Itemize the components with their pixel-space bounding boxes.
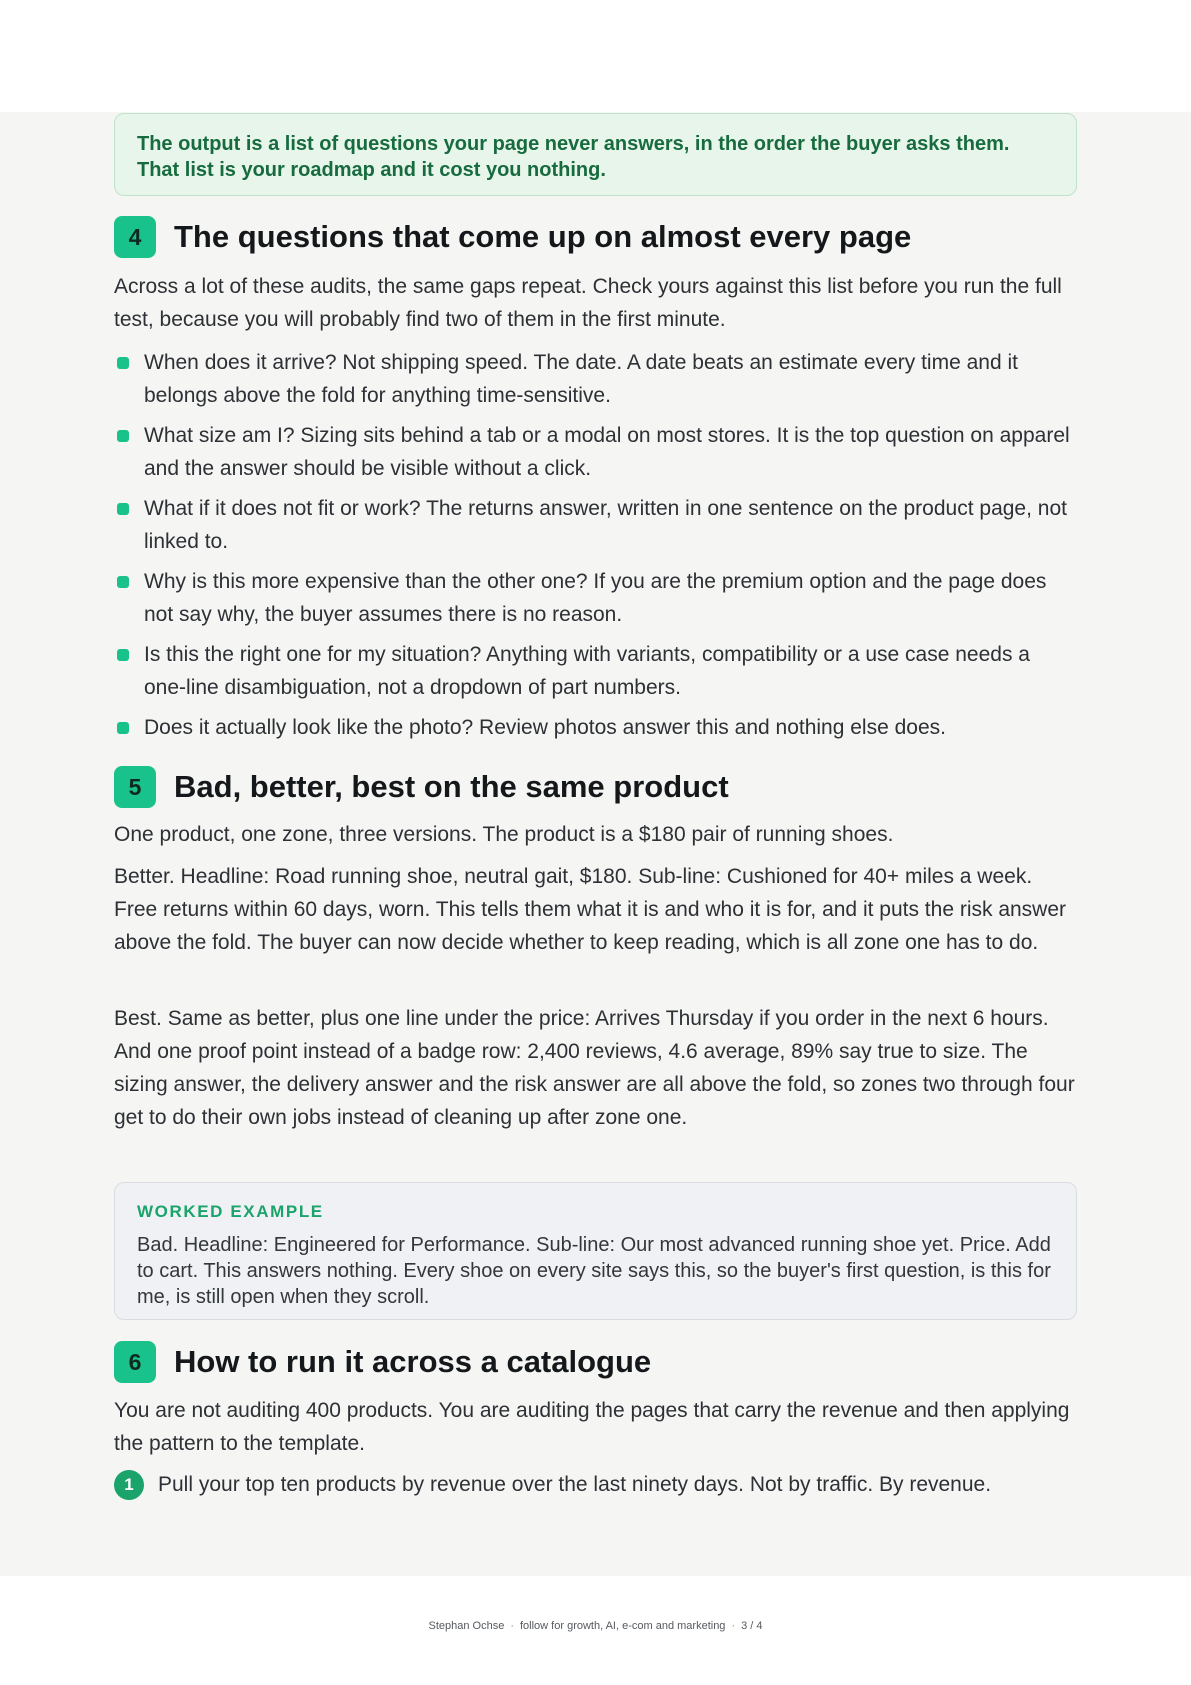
list-item-text: When does it arrive? Not shipping speed. The date. A date beats an estimate every time and it belongs above the fold for anything time-sensitive. (144, 351, 1018, 407)
bullet-square-icon (117, 576, 129, 588)
section-title: Bad, better, best on the same product (174, 769, 729, 804)
section-6-intro: You are not auditing 400 products. You are auditing the pages that carry the revenue and then applying the pattern to the template. (114, 1399, 1070, 1455)
footer-separator: · (731, 1620, 736, 1632)
step-text: Pull your top ten products by revenue over the last ninety days. Not by traffic. By revenue. (158, 1473, 992, 1496)
section-number-badge: 6 (114, 1341, 156, 1383)
better-paragraph: Better. Headline: Road running shoe, neutral gait, $180. Sub-line: Cushioned for 40+ miles a week. Free returns within 60 days, worn. This tells them what it is and who it is for, and it puts the risk answer above the fold. The buyer can now decide whether to keep reading, which is all zone one has to do. (114, 865, 1067, 954)
page-footer (0, 1619, 1191, 1633)
bullet-square-icon (117, 649, 129, 661)
section-6-heading (114, 1341, 1077, 1383)
question-list (114, 346, 1077, 751)
section-number-badge: 5 (114, 766, 156, 808)
bullet-square-icon (117, 503, 129, 515)
list-item (114, 492, 1077, 558)
worked-example-text: Bad. Headline: Engineered for Performance. Sub-line: Our most advanced running shoe yet. Price. Add to cart. This answers nothing. Every shoe on every site says this, so the buyer's first question, is this for me, is still open when they scroll. (137, 1234, 1051, 1308)
section-5-heading (114, 766, 1077, 808)
footer-separator: · (510, 1620, 514, 1632)
page-number: 3 / 4 (741, 1620, 763, 1632)
step-number-badge: 1 (114, 1470, 144, 1500)
list-item-text: Does it actually look like the photo? Review photos answer this and nothing else does. (144, 716, 946, 739)
list-item (114, 419, 1077, 485)
list-item-text: What if it does not fit or work? The returns answer, written in one sentence on the product page, not linked to. (144, 497, 1067, 553)
footer-author: Stephan Ochse (428, 1620, 505, 1632)
bullet-square-icon (117, 357, 129, 369)
callout-box (114, 113, 1077, 196)
worked-example-label: WORKED EXAMPLE (137, 1202, 324, 1221)
list-item (114, 565, 1077, 631)
bullet-square-icon (117, 430, 129, 442)
section-title: The questions that come up on almost every page (174, 219, 912, 254)
section-number-badge: 4 (114, 216, 156, 258)
list-item (114, 346, 1077, 412)
callout-text: The output is a list of questions your page never answers, in the order the buyer asks them. That list is your roadmap and it cost you nothing. (137, 133, 1010, 181)
step-list (114, 1468, 1077, 1501)
section-5-intro: One product, one zone, three versions. The product is a $180 pair of running shoes. (114, 823, 894, 846)
list-item-text: Why is this more expensive than the other one? If you are the premium option and the page does not say why, the buyer assumes there is no reason. (144, 570, 1047, 626)
list-item (114, 1468, 1077, 1501)
section-4-intro: Across a lot of these audits, the same gaps repeat. Check yours against this list before you run the full test, because you will probably find two of them in the first minute. (114, 275, 1062, 331)
bullet-square-icon (117, 722, 129, 734)
list-item-text: What size am I? Sizing sits behind a tab or a modal on most stores. It is the top question on apparel and the answer should be visible without a click. (144, 424, 1070, 480)
footer-tagline: follow for growth, AI, e-com and marketing (520, 1620, 726, 1632)
list-item-text: Is this the right one for my situation? Anything with variants, compatibility or a use case needs a one-line disambiguation, not a dropdown of part numbers. (144, 643, 1030, 699)
section-title: How to run it across a catalogue (174, 1344, 652, 1379)
list-item (114, 711, 1077, 744)
best-paragraph: Best. Same as better, plus one line under the price: Arrives Thursday if you order in the next 6 hours. And one proof point instead of a badge row: 2,400 reviews, 4.6 average, 89% say true to size. The sizing answer, the delivery answer and the risk answer are all above the fold, so zones two through four get to do their own jobs instead of cleaning up after zone one. (114, 1007, 1075, 1129)
section-4-heading (114, 216, 1077, 258)
worked-example-box (114, 1182, 1077, 1320)
list-item (114, 638, 1077, 704)
